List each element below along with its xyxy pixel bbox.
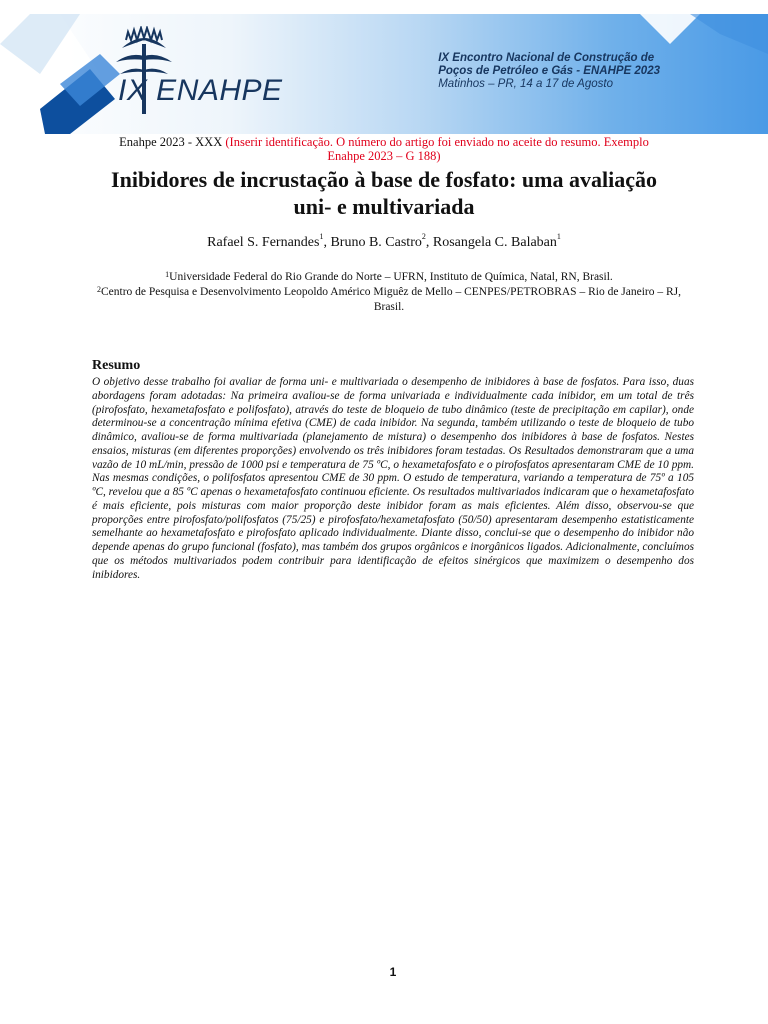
affiliations	[90, 270, 688, 315]
affiliation-sup: 2	[96, 285, 101, 294]
event-info	[438, 52, 660, 91]
affiliation-1	[90, 270, 688, 285]
author-sup: 2	[421, 232, 426, 241]
authors	[90, 232, 678, 251]
event-line-3: Matinhos – PR, 14 a 17 de Agosto	[438, 78, 613, 90]
author-name: Rosangela C. Balaban	[432, 235, 557, 250]
author-sep: ,	[323, 235, 331, 250]
event-line-1: IX Encontro Nacional de Construção de	[438, 52, 655, 64]
ident-note: (Inserir identificação. O número do artigo foi enviado no aceite do resumo. Exemplo Enahpe 2023 – G 188)	[225, 135, 649, 163]
author-sup: 1	[556, 232, 561, 241]
author-name: Rafael S. Fernandes	[207, 235, 320, 250]
affiliation-text: Universidade Federal do Rio Grande do Norte – UFRN, Instituto de Química, Natal, RN, Brasil.	[169, 271, 613, 283]
paper-title: Inibidores de incrustação à base de fosfato: uma avaliação uni- e multivariada	[111, 167, 657, 219]
header-banner	[0, 14, 768, 134]
affiliation-sup: 1	[165, 270, 170, 279]
enahpe-logo: IX ENAHPE	[118, 74, 283, 107]
abstract-text: O objetivo desse trabalho foi avaliar de forma uni- e multivariada o desempenho de inibidores à base de fosfatos. Para isso, duas abordagens foram adotadas: Na primeira avaliou-se de forma univariada e individualmente cada inibidor, em um total de três (pirofosfato, hexametafosfato e polifosfato), através do teste de bloqueio de tubo dinâmico (teste de precipitação em capilar), onde determinou-se a concentração mínima efetiva (CME) de cada inibidor. Na segunda, também utilizando o teste de bloqueio de tubo dinâmico, avaliou-se de forma multivariada (planejamento de mistura) o desempenho dos inibidores à base de fosfatos. Nestes ensaios, misturas (em diferentes proporções) envolvendo os três inibidores foram testadas. Os Resultados demonstraram que a uma vazão de 10 mL/min, pressão de 1000 psi e temperatura de 75 ºC, o hexametafosfato e o pirofosfatos apresentaram CME de 10 ppm. Nas mesmas condições, o polifosfatos apresentou CME de 30 ppm. O estudo de temperatura, variando a temperatura de 75º a 105 ºC, revelou que a 85 ºC apenas o hexametafosfato continuou eficiente. Os resultados multivariados indicaram que o hexametafosfato é mais eficiente, pois misturas com maior proporção deste inibidor foram as mais eficientes. Além disso, observou-se que proporções entre pirofosfato/polifosfatos (75/25) e pirofosfato/hexametafosfato (50/50) apresentaram desempenho estatisticamente semelhante ao hexametafosfato e pirofosfato aplicado individualmente. Diante disso, conclui-se que o desempenho do inibidor não depende apenas do grupo funcional (fosfato), mas também dos grupos orgânicos e inorgânicos ligados. Adicionalmente, concluímos que os métodos multivariados podem contribuir para identificação de efeitos sinérgicos que maximizem o desempenho dos inibidores.	[92, 376, 694, 581]
affiliation-text: Centro de Pesquisa e Desenvolvimento Leopoldo Américo Miguêz de Mello – CENPES/PETROBRAS – Rio de Janeiro – RJ, Brasil.	[100, 286, 682, 313]
abstract-heading: Resumo	[92, 358, 141, 373]
ident-prefix: Enahpe 2023 - XXX	[119, 135, 226, 149]
author-sup: 1	[319, 232, 324, 241]
author-sep: ,	[425, 235, 433, 250]
event-line-2: Poços de Petróleo e Gás - ENAHPE 2023	[438, 65, 660, 77]
page-number: 1	[389, 965, 397, 979]
article-identification	[100, 135, 668, 163]
author-name: Bruno B. Castro	[330, 235, 422, 250]
affiliation-2	[90, 285, 688, 315]
